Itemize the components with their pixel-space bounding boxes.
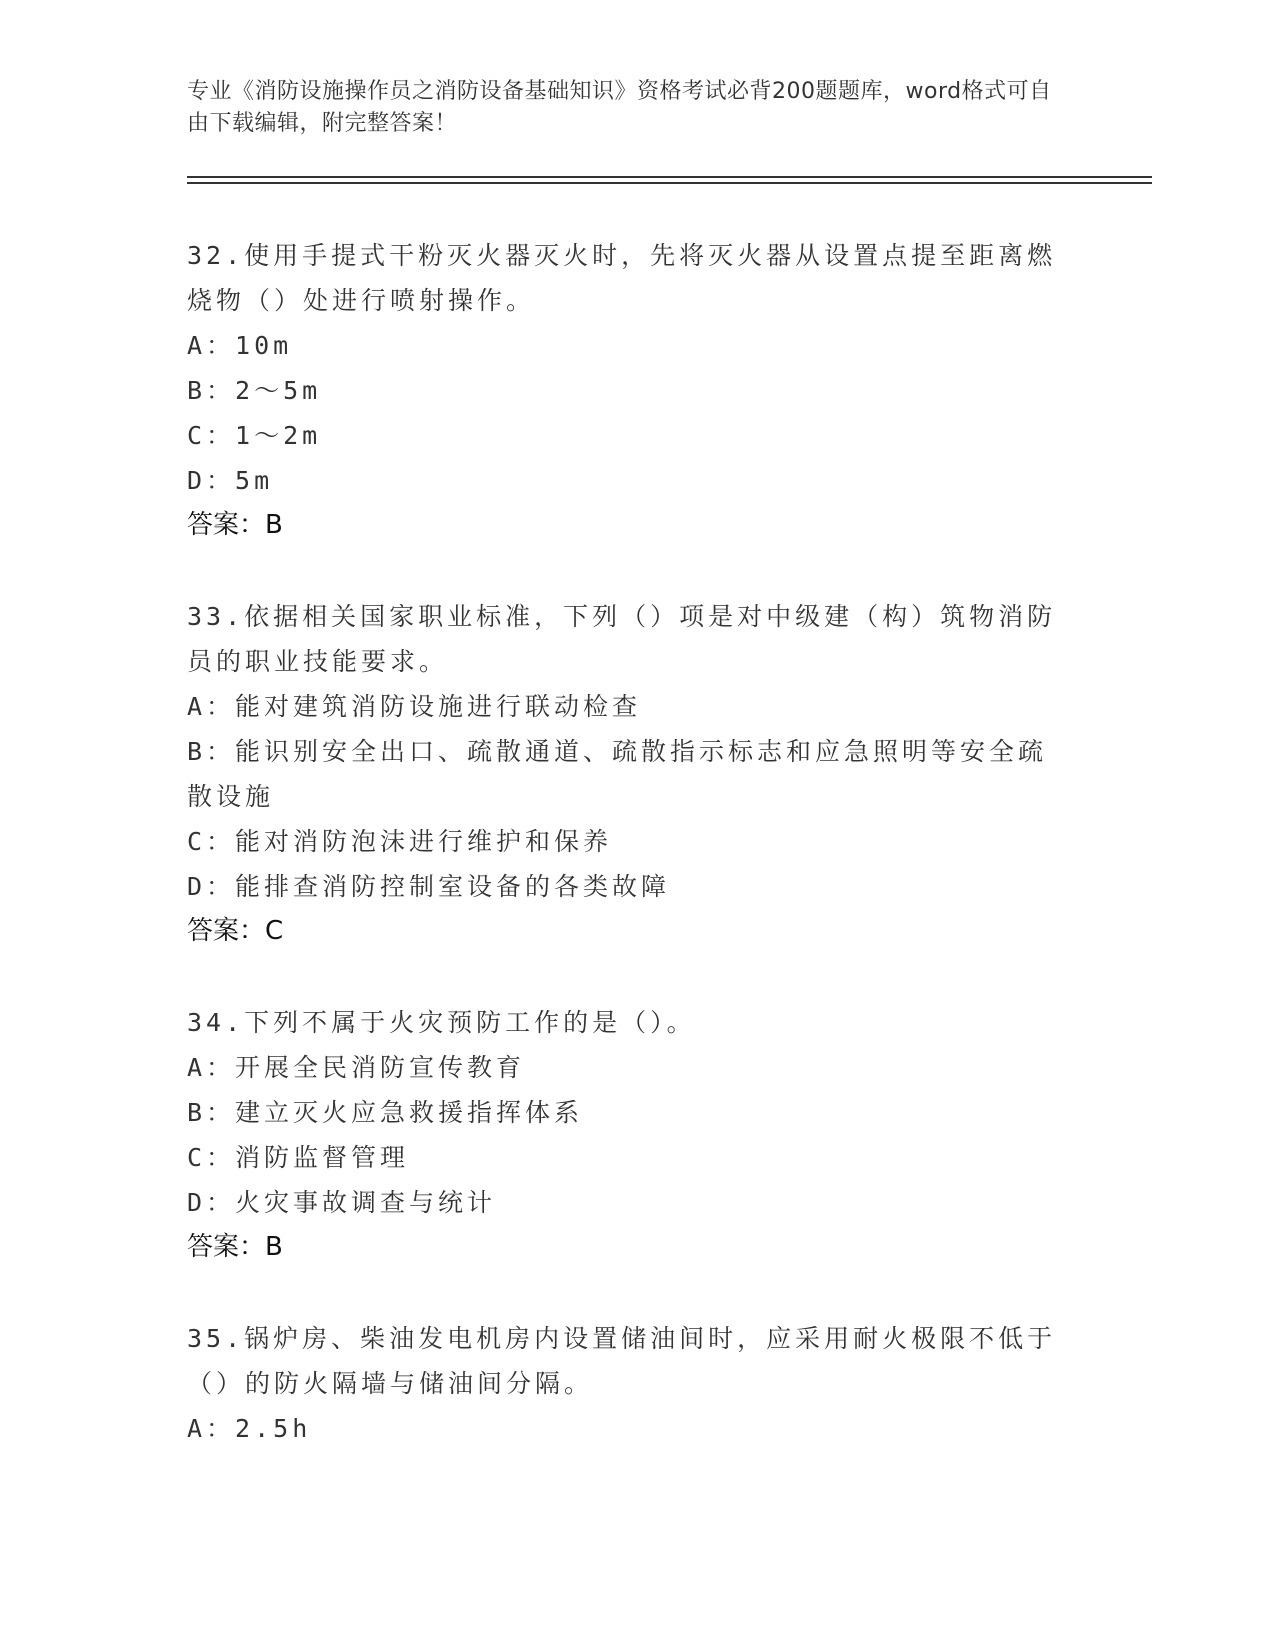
document-header: 专业《消防设施操作员之消防设备基础知识》资格考试必背200题题库，word格式可自由下载编辑，附完整答案！ — [187, 79, 1052, 136]
answer-line: 答案：C — [187, 916, 284, 946]
question-list — [187, 233, 1067, 1497]
question-stem: 33.依据相关国家职业标准，下列（）项是对中级建（构）筑物消防员的职业技能要求。 — [187, 602, 1057, 676]
option-a: A：10m — [187, 331, 293, 360]
option-c: C：1～2m — [187, 421, 322, 450]
question-33 — [187, 594, 1067, 954]
option-a: A：能对建筑消防设施进行联动检查 — [187, 692, 642, 721]
header-rule-bottom — [187, 182, 1152, 184]
option-a: A：开展全民消防宣传教育 — [187, 1053, 526, 1082]
question-stem: 35.锅炉房、柴油发电机房内设置储油间时，应采用耐火极限不低于（）的防火隔墙与储油间分隔。 — [187, 1324, 1057, 1398]
option-a: A：2.5h — [187, 1414, 312, 1443]
option-b: B：2～5m — [187, 376, 322, 405]
option-b: B：建立灭火应急救援指挥体系 — [187, 1098, 584, 1127]
option-d: D：5m — [187, 466, 274, 495]
question-stem: 34.下列不属于火灾预防工作的是（）。 — [187, 1008, 696, 1037]
question-stem: 32.使用手提式干粉灭火器灭火时，先将灭火器从设置点提至距离燃烧物（）处进行喷射操作。 — [187, 241, 1057, 315]
option-c: C：能对消防泡沫进行维护和保养 — [187, 827, 613, 856]
option-c: C：消防监督管理 — [187, 1143, 410, 1172]
question-34 — [187, 1000, 1067, 1270]
answer-line: 答案：B — [187, 510, 283, 540]
header-rule-top — [187, 176, 1152, 178]
question-32 — [187, 233, 1067, 548]
option-d: D：火灾事故调查与统计 — [187, 1188, 497, 1217]
answer-line: 答案：B — [187, 1232, 283, 1262]
option-d: D：能排查消防控制室设备的各类故障 — [187, 872, 671, 901]
option-b: B：能识别安全出口、疏散通道、疏散指示标志和应急照明等安全疏散设施 — [187, 737, 1048, 811]
question-35 — [187, 1316, 1067, 1451]
